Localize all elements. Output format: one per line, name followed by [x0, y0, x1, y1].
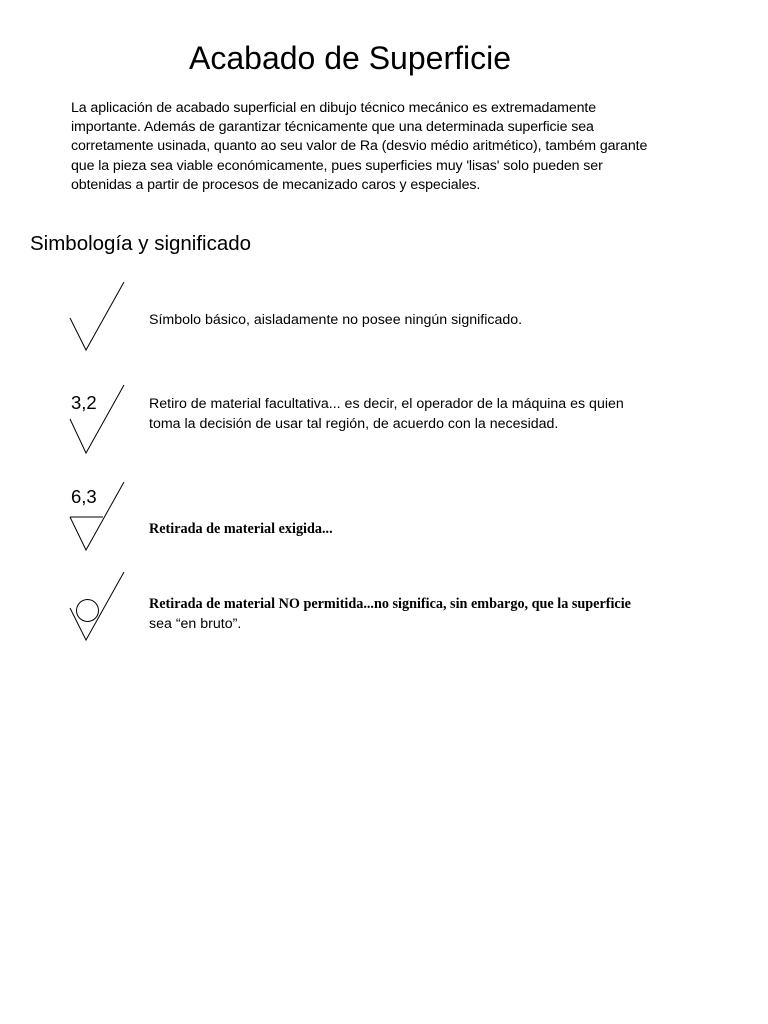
removal-prohibited-circle-icon [60, 570, 130, 645]
page-title: Acabado de Superficie [189, 40, 511, 76]
symbol-row-basic [60, 280, 140, 352]
symbol-row-optional [60, 383, 140, 458]
symbol-description-tail: sea “en bruto”. [149, 615, 242, 632]
symbol-description: Retiro de material facultativa... es decir, el operador de la máquina es quien toma la decisión de usar tal región, de acuerdo con la necesidad. [149, 396, 624, 432]
symbol-description [149, 595, 649, 634]
intro-paragraph: La aplicación de acabado superficial en dibujo técnico mecánico es extremadamente importante. Además de garantizar técnicamente que una determinada superficie sea corretamente usinada, quanto ao seu valor de Ra (desvio médio aritmético), também garante que la pieza sea viable económicamente, pues superficies muy 'lisas' solo pueden ser obtenidas a partir de procesos de mecanizado caros y especiales. [71, 100, 648, 193]
symbol-row-required [60, 480, 140, 555]
symbol-description-bold: Retirada de material NO permitida...no significa, sin embargo, que la superficie [149, 596, 631, 612]
roughness-value: 3,2 [71, 392, 97, 413]
symbol-description: Símbolo básico, aisladamente no posee ningún significado. [149, 312, 523, 328]
basic-surface-check-icon [60, 280, 130, 352]
optional-removal-check-icon [60, 383, 130, 458]
section-heading: Simbología y significado [30, 232, 252, 255]
symbol-description: Retirada de material exigida... [149, 521, 333, 537]
symbol-row-prohibited [60, 570, 140, 645]
roughness-value: 6,3 [71, 486, 97, 507]
removal-required-triangle-icon [60, 480, 130, 555]
